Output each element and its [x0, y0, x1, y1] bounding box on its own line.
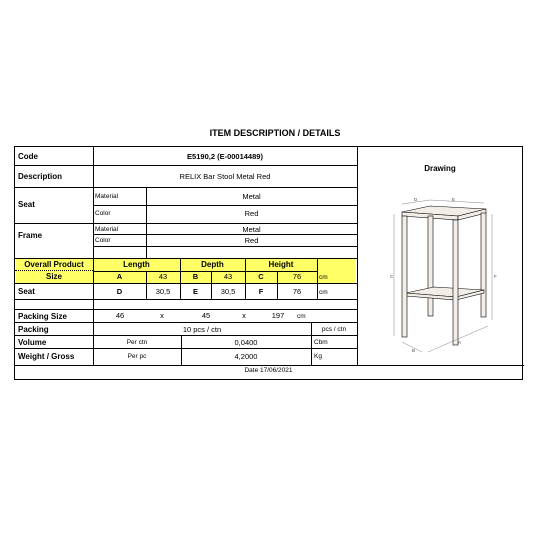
height-header: Height: [268, 260, 294, 269]
frame-material-label: Material: [95, 226, 119, 233]
seat-color-value: Red: [244, 209, 259, 218]
drawing-label-e: E: [452, 197, 456, 202]
front-right-leg: [453, 220, 458, 345]
row-divider: [93, 205, 357, 206]
row-divider: [93, 246, 357, 247]
row-divider: [15, 299, 357, 300]
packing-size-label: Packing Size: [18, 312, 67, 321]
dim-d-label: D: [116, 287, 123, 296]
row-divider: [15, 187, 357, 188]
row-divider: [15, 322, 357, 323]
seat-material-label: Material: [95, 193, 119, 200]
dim-a-value: 43: [158, 272, 168, 281]
volume-per: Per ctn: [126, 339, 148, 346]
dim-b-value: 43: [223, 272, 233, 281]
dim-f-value: 76: [292, 287, 302, 296]
seat-label: Seat: [18, 200, 35, 209]
row-divider: [15, 335, 357, 336]
row-divider: [15, 348, 357, 349]
packing-size-unit: cm: [297, 313, 306, 320]
drawing-label-a: A: [458, 340, 462, 345]
volume-value: 0,0400: [234, 338, 258, 347]
length-header: Length: [123, 260, 150, 269]
packing-size-depth: 45: [201, 311, 211, 320]
packing-size-x1: x: [160, 311, 164, 320]
drawing-label-c: C: [390, 274, 394, 279]
col-divider: [317, 258, 318, 299]
row-divider: [15, 365, 524, 366]
drawing-label-d: D: [414, 197, 418, 202]
frame-label: Frame: [18, 231, 43, 240]
dim-a-label: A: [116, 272, 123, 281]
dim-f-label: F: [258, 287, 264, 296]
volume-label: Volume: [18, 338, 47, 347]
code-value: E5190,2 (E-00014489): [187, 152, 263, 161]
page-title: ITEM DESCRIPTION / DETAILS: [209, 128, 341, 138]
stool-drawing: [388, 196, 498, 356]
packing-label: Packing: [18, 325, 49, 334]
overall-label-line2: Size: [45, 272, 62, 281]
volume-unit: Cbm: [314, 339, 328, 346]
depth-header: Depth: [201, 260, 224, 269]
seat-dims-unit: cm: [319, 289, 328, 296]
drawing-label-f: F: [494, 274, 497, 279]
dim-c-value: 76: [292, 272, 302, 281]
frame-color-label: Color: [95, 237, 111, 244]
dim-e-label: E: [192, 287, 198, 296]
col-divider: [357, 147, 358, 365]
dim-e-value: 30,5: [220, 287, 236, 296]
weight-unit: Kg: [314, 353, 322, 360]
row-divider: [15, 165, 357, 166]
weight-label: Weight / Gross: [18, 352, 75, 361]
overall-label-line1: Overall Product: [24, 260, 84, 269]
packing-unit: pcs / ctn: [321, 326, 347, 333]
overall-unit: cm: [319, 274, 328, 281]
description-label: Description: [18, 172, 63, 181]
packing-size-length: 46: [115, 311, 125, 320]
frame-color-value: Red: [244, 236, 259, 245]
packing-size-x2: x: [242, 311, 246, 320]
seat-dims-label: Seat: [18, 287, 35, 296]
weight-value: 4,2000: [234, 352, 258, 361]
seat-material-value: Metal: [242, 192, 261, 201]
frame-material-value: Metal: [242, 225, 261, 234]
row-divider: [15, 283, 357, 284]
code-label: Code: [18, 152, 38, 161]
front-left-leg: [402, 216, 407, 337]
back-left-leg: [428, 216, 433, 316]
weight-per: Per pc: [127, 353, 147, 360]
back-right-leg: [481, 213, 486, 317]
seat-color-label: Color: [95, 210, 111, 217]
packing-size-height: 197: [271, 311, 285, 320]
dim-d-value: 30,5: [155, 287, 171, 296]
row-divider: [15, 309, 357, 310]
dim-b-label: B: [192, 272, 199, 281]
dim-line-e: [430, 200, 484, 203]
packing-value: 10 pcs / ctn: [182, 325, 222, 334]
dim-c-label: C: [258, 272, 264, 281]
date-footer: Date 17/06/2021: [244, 367, 293, 374]
description-value: RELIX Bar Stool Metal Red: [179, 172, 271, 181]
drawing-label-b: B: [412, 348, 416, 353]
drawing-title: Drawing: [424, 164, 456, 173]
